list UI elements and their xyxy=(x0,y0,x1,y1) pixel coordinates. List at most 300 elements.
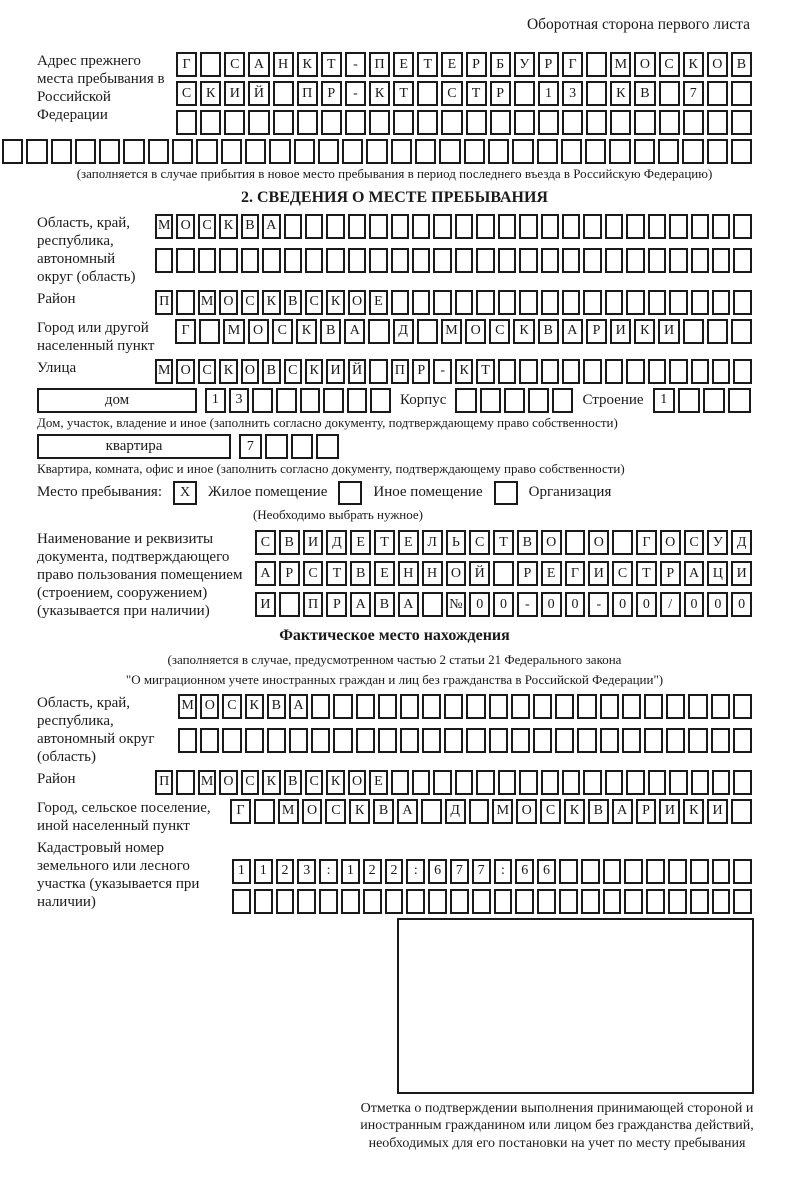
char-box[interactable]: В xyxy=(320,319,341,344)
char-box[interactable] xyxy=(537,889,556,914)
char-box[interactable]: О xyxy=(446,561,467,586)
char-box[interactable]: 6 xyxy=(537,859,556,884)
char-box[interactable] xyxy=(519,359,537,384)
char-box[interactable]: 7 xyxy=(239,434,262,459)
char-box[interactable]: : xyxy=(319,859,338,884)
char-box[interactable] xyxy=(356,694,375,719)
char-box[interactable] xyxy=(626,770,644,795)
char-box[interactable]: Й xyxy=(348,359,366,384)
char-box[interactable] xyxy=(176,248,194,273)
char-box[interactable] xyxy=(219,248,237,273)
char-box[interactable]: А xyxy=(262,214,280,239)
char-box[interactable]: Д xyxy=(445,799,466,824)
char-box[interactable] xyxy=(148,139,169,164)
char-box[interactable] xyxy=(648,248,666,273)
char-box[interactable] xyxy=(605,248,623,273)
char-box[interactable] xyxy=(284,214,302,239)
char-box[interactable]: Т xyxy=(326,561,347,586)
char-box[interactable]: О xyxy=(241,359,259,384)
char-box[interactable]: С xyxy=(241,290,259,315)
char-box[interactable] xyxy=(26,139,47,164)
char-box[interactable] xyxy=(267,728,286,753)
char-box[interactable]: С xyxy=(441,81,462,106)
char-box[interactable]: О xyxy=(634,52,655,77)
char-box[interactable]: О xyxy=(302,799,323,824)
char-box[interactable] xyxy=(385,889,404,914)
char-box[interactable]: О xyxy=(465,319,486,344)
char-box[interactable] xyxy=(690,859,709,884)
char-box[interactable] xyxy=(669,359,687,384)
char-box[interactable] xyxy=(300,388,321,413)
char-box[interactable]: П xyxy=(391,359,409,384)
char-box[interactable] xyxy=(622,694,641,719)
char-box[interactable]: К xyxy=(564,799,585,824)
char-box[interactable] xyxy=(99,139,120,164)
char-box[interactable] xyxy=(368,319,389,344)
checkbox-organization[interactable] xyxy=(494,481,518,505)
char-box[interactable] xyxy=(626,248,644,273)
char-box[interactable] xyxy=(691,214,709,239)
char-box[interactable]: С xyxy=(222,694,241,719)
char-box[interactable] xyxy=(703,388,725,413)
char-box[interactable]: К xyxy=(369,81,390,106)
char-box[interactable]: К xyxy=(513,319,534,344)
char-box[interactable] xyxy=(731,81,752,106)
char-box[interactable]: И xyxy=(224,81,245,106)
char-box[interactable] xyxy=(605,214,623,239)
char-box[interactable]: М xyxy=(155,214,173,239)
char-box[interactable] xyxy=(319,889,338,914)
char-box[interactable]: М xyxy=(178,694,197,719)
char-box[interactable] xyxy=(711,694,730,719)
char-box[interactable] xyxy=(400,694,419,719)
char-box[interactable] xyxy=(224,110,245,135)
char-box[interactable]: 7 xyxy=(683,81,704,106)
char-box[interactable]: Р xyxy=(586,319,607,344)
char-box[interactable] xyxy=(683,319,704,344)
char-box[interactable] xyxy=(731,110,752,135)
char-box[interactable] xyxy=(439,139,460,164)
char-box[interactable] xyxy=(480,388,501,413)
char-box[interactable]: Т xyxy=(476,359,494,384)
char-box[interactable] xyxy=(691,770,709,795)
char-box[interactable] xyxy=(273,81,294,106)
char-box[interactable] xyxy=(731,799,752,824)
char-box[interactable]: П xyxy=(369,52,390,77)
char-box[interactable]: О xyxy=(219,770,237,795)
char-box[interactable] xyxy=(393,110,414,135)
char-box[interactable] xyxy=(583,770,601,795)
char-box[interactable] xyxy=(555,728,574,753)
char-box[interactable] xyxy=(586,81,607,106)
char-box[interactable] xyxy=(444,728,463,753)
char-box[interactable] xyxy=(622,728,641,753)
char-box[interactable] xyxy=(707,139,728,164)
char-box[interactable] xyxy=(514,81,535,106)
char-box[interactable] xyxy=(245,139,266,164)
char-box[interactable] xyxy=(603,889,622,914)
char-box[interactable] xyxy=(683,110,704,135)
char-box[interactable]: С xyxy=(540,799,561,824)
char-box[interactable] xyxy=(577,728,596,753)
char-box[interactable]: Н xyxy=(398,561,419,586)
char-box[interactable] xyxy=(519,770,537,795)
char-box[interactable] xyxy=(562,359,580,384)
char-box[interactable]: : xyxy=(406,859,425,884)
char-box[interactable]: Р xyxy=(660,561,681,586)
char-box[interactable]: Е xyxy=(369,770,387,795)
char-box[interactable] xyxy=(678,388,700,413)
char-box[interactable] xyxy=(666,728,685,753)
char-box[interactable]: В xyxy=(350,561,371,586)
char-box[interactable] xyxy=(369,359,387,384)
char-box[interactable]: 0 xyxy=(612,592,633,617)
char-box[interactable]: Г xyxy=(565,561,586,586)
char-box[interactable] xyxy=(222,728,241,753)
char-box[interactable] xyxy=(326,248,344,273)
char-box[interactable] xyxy=(688,694,707,719)
char-box[interactable] xyxy=(391,139,412,164)
char-box[interactable]: П xyxy=(155,290,173,315)
char-box[interactable]: О xyxy=(348,770,366,795)
char-box[interactable]: М xyxy=(155,359,173,384)
char-box[interactable] xyxy=(417,81,438,106)
char-box[interactable]: Й xyxy=(248,81,269,106)
char-box[interactable]: Т xyxy=(393,81,414,106)
char-box[interactable]: Т xyxy=(636,561,657,586)
char-box[interactable] xyxy=(733,889,752,914)
char-box[interactable]: О xyxy=(176,359,194,384)
char-box[interactable]: О xyxy=(588,530,609,555)
char-box[interactable] xyxy=(369,248,387,273)
char-box[interactable] xyxy=(688,728,707,753)
char-box[interactable]: С xyxy=(305,290,323,315)
char-box[interactable] xyxy=(581,859,600,884)
char-box[interactable]: 1 xyxy=(341,859,360,884)
char-box[interactable]: Д xyxy=(326,530,347,555)
char-box[interactable] xyxy=(555,694,574,719)
char-box[interactable]: К xyxy=(634,319,655,344)
char-box[interactable] xyxy=(369,214,387,239)
char-box[interactable]: Д xyxy=(731,530,752,555)
char-box[interactable]: А xyxy=(684,561,705,586)
char-box[interactable] xyxy=(533,728,552,753)
char-box[interactable]: О xyxy=(660,530,681,555)
char-box[interactable]: У xyxy=(707,530,728,555)
char-box[interactable]: Р xyxy=(538,52,559,77)
char-box[interactable]: Т xyxy=(417,52,438,77)
char-box[interactable] xyxy=(464,139,485,164)
char-box[interactable]: Т xyxy=(374,530,395,555)
char-box[interactable] xyxy=(562,290,580,315)
char-box[interactable]: Н xyxy=(422,561,443,586)
char-box[interactable] xyxy=(412,248,430,273)
char-box[interactable] xyxy=(562,110,583,135)
char-box[interactable] xyxy=(433,248,451,273)
char-box[interactable] xyxy=(311,694,330,719)
char-box[interactable] xyxy=(666,694,685,719)
char-box[interactable]: И xyxy=(610,319,631,344)
char-box[interactable]: С xyxy=(272,319,293,344)
char-box[interactable]: С xyxy=(659,52,680,77)
char-box[interactable]: С xyxy=(284,359,302,384)
char-box[interactable]: В xyxy=(517,530,538,555)
char-box[interactable]: Л xyxy=(422,530,443,555)
char-box[interactable] xyxy=(252,388,273,413)
char-box[interactable] xyxy=(541,359,559,384)
char-box[interactable] xyxy=(291,434,314,459)
char-box[interactable] xyxy=(176,110,197,135)
char-box[interactable]: Н xyxy=(273,52,294,77)
char-box[interactable] xyxy=(707,319,728,344)
char-box[interactable] xyxy=(648,290,666,315)
char-box[interactable] xyxy=(265,434,288,459)
char-box[interactable]: Ц xyxy=(707,561,728,586)
char-box[interactable]: Р xyxy=(517,561,538,586)
char-box[interactable] xyxy=(610,110,631,135)
char-box[interactable] xyxy=(333,694,352,719)
char-box[interactable]: С xyxy=(489,319,510,344)
char-box[interactable] xyxy=(276,388,297,413)
char-box[interactable]: П xyxy=(155,770,173,795)
char-box[interactable]: 0 xyxy=(469,592,490,617)
char-box[interactable] xyxy=(199,319,220,344)
char-box[interactable]: И xyxy=(326,359,344,384)
char-box[interactable] xyxy=(519,290,537,315)
char-box[interactable] xyxy=(538,110,559,135)
char-box[interactable] xyxy=(512,139,533,164)
char-box[interactable] xyxy=(123,139,144,164)
char-box[interactable]: Г xyxy=(562,52,583,77)
char-box[interactable] xyxy=(669,290,687,315)
char-box[interactable]: В xyxy=(538,319,559,344)
char-box[interactable] xyxy=(682,139,703,164)
char-box[interactable] xyxy=(634,139,655,164)
char-box[interactable] xyxy=(668,859,687,884)
char-box[interactable]: С xyxy=(198,359,216,384)
char-box[interactable]: С xyxy=(325,799,346,824)
char-box[interactable] xyxy=(51,139,72,164)
char-box[interactable] xyxy=(626,290,644,315)
char-box[interactable] xyxy=(433,770,451,795)
char-box[interactable]: Е xyxy=(541,561,562,586)
char-box[interactable]: А xyxy=(612,799,633,824)
char-box[interactable] xyxy=(733,694,752,719)
char-box[interactable]: В xyxy=(262,359,280,384)
char-box[interactable] xyxy=(691,290,709,315)
char-box[interactable] xyxy=(472,889,491,914)
char-box[interactable] xyxy=(422,728,441,753)
char-box[interactable] xyxy=(297,889,316,914)
char-box[interactable] xyxy=(466,728,485,753)
char-box[interactable]: 1 xyxy=(254,859,273,884)
char-box[interactable]: К xyxy=(200,81,221,106)
char-box[interactable] xyxy=(321,110,342,135)
char-box[interactable]: И xyxy=(707,799,728,824)
char-box[interactable]: 0 xyxy=(636,592,657,617)
char-box[interactable] xyxy=(490,110,511,135)
char-box[interactable] xyxy=(600,694,619,719)
char-box[interactable]: О xyxy=(219,290,237,315)
char-box[interactable]: 0 xyxy=(707,592,728,617)
char-box[interactable] xyxy=(668,889,687,914)
char-box[interactable]: В xyxy=(634,81,655,106)
char-box[interactable] xyxy=(537,139,558,164)
char-box[interactable] xyxy=(585,139,606,164)
char-box[interactable]: 0 xyxy=(541,592,562,617)
char-box[interactable] xyxy=(711,728,730,753)
char-box[interactable]: 6 xyxy=(428,859,447,884)
char-box[interactable] xyxy=(200,728,219,753)
char-box[interactable]: А xyxy=(248,52,269,77)
char-box[interactable]: О xyxy=(348,290,366,315)
char-box[interactable] xyxy=(624,889,643,914)
char-box[interactable]: К xyxy=(349,799,370,824)
char-box[interactable] xyxy=(488,139,509,164)
char-box[interactable]: Г xyxy=(175,319,196,344)
char-box[interactable] xyxy=(733,290,751,315)
char-box[interactable] xyxy=(583,248,601,273)
char-box[interactable]: А xyxy=(344,319,365,344)
char-box[interactable] xyxy=(323,388,344,413)
char-box[interactable]: В xyxy=(588,799,609,824)
char-box[interactable]: - xyxy=(588,592,609,617)
char-box[interactable]: Е xyxy=(374,561,395,586)
char-box[interactable] xyxy=(348,248,366,273)
char-box[interactable] xyxy=(494,889,513,914)
char-box[interactable] xyxy=(577,694,596,719)
char-box[interactable]: П xyxy=(297,81,318,106)
char-box[interactable] xyxy=(200,52,221,77)
char-box[interactable] xyxy=(712,248,730,273)
char-box[interactable]: 1 xyxy=(653,388,675,413)
char-box[interactable]: В xyxy=(241,214,259,239)
char-box[interactable]: Р xyxy=(412,359,430,384)
char-box[interactable]: П xyxy=(303,592,324,617)
char-box[interactable]: Р xyxy=(636,799,657,824)
char-box[interactable] xyxy=(276,889,295,914)
char-box[interactable] xyxy=(200,110,221,135)
char-box[interactable] xyxy=(254,889,273,914)
char-box[interactable] xyxy=(728,388,750,413)
char-box[interactable] xyxy=(514,110,535,135)
char-box[interactable]: И xyxy=(658,319,679,344)
char-box[interactable]: К xyxy=(219,359,237,384)
char-box[interactable]: У xyxy=(514,52,535,77)
char-box[interactable]: И xyxy=(588,561,609,586)
char-box[interactable] xyxy=(603,859,622,884)
char-box[interactable]: С xyxy=(305,770,323,795)
char-box[interactable]: 6 xyxy=(515,859,534,884)
char-box[interactable] xyxy=(504,388,525,413)
char-box[interactable] xyxy=(450,889,469,914)
char-box[interactable] xyxy=(284,248,302,273)
char-box[interactable]: / xyxy=(660,592,681,617)
char-box[interactable]: 3 xyxy=(562,81,583,106)
char-box[interactable] xyxy=(586,110,607,135)
char-box[interactable] xyxy=(273,110,294,135)
char-box[interactable] xyxy=(669,770,687,795)
char-box[interactable]: О xyxy=(248,319,269,344)
char-box[interactable] xyxy=(254,799,275,824)
char-box[interactable] xyxy=(466,694,485,719)
char-box[interactable] xyxy=(455,248,473,273)
char-box[interactable] xyxy=(559,859,578,884)
char-box[interactable] xyxy=(659,81,680,106)
char-box[interactable] xyxy=(348,214,366,239)
char-box[interactable]: 0 xyxy=(684,592,705,617)
char-box[interactable] xyxy=(634,110,655,135)
char-box[interactable] xyxy=(455,214,473,239)
char-box[interactable] xyxy=(406,889,425,914)
char-box[interactable]: О xyxy=(541,530,562,555)
char-box[interactable]: Р xyxy=(321,81,342,106)
char-box[interactable]: М xyxy=(198,770,216,795)
char-box[interactable]: М xyxy=(278,799,299,824)
char-box[interactable]: Т xyxy=(493,530,514,555)
char-box[interactable] xyxy=(583,214,601,239)
char-box[interactable] xyxy=(378,728,397,753)
char-box[interactable]: С xyxy=(224,52,245,77)
char-box[interactable] xyxy=(562,770,580,795)
char-box[interactable] xyxy=(646,859,665,884)
char-box[interactable] xyxy=(305,214,323,239)
char-box[interactable] xyxy=(648,359,666,384)
char-box[interactable] xyxy=(316,434,339,459)
char-box[interactable]: С xyxy=(198,214,216,239)
char-box[interactable] xyxy=(422,694,441,719)
char-box[interactable]: 1 xyxy=(205,388,226,413)
char-box[interactable]: К xyxy=(219,214,237,239)
char-box[interactable] xyxy=(441,110,462,135)
char-box[interactable]: К xyxy=(305,359,323,384)
char-box[interactable] xyxy=(648,770,666,795)
char-box[interactable] xyxy=(528,388,549,413)
char-box[interactable]: Г xyxy=(230,799,251,824)
char-box[interactable] xyxy=(733,248,751,273)
char-box[interactable] xyxy=(444,694,463,719)
char-box[interactable] xyxy=(659,110,680,135)
char-box[interactable]: М xyxy=(198,290,216,315)
char-box[interactable] xyxy=(428,889,447,914)
checkbox-residential[interactable]: X xyxy=(173,481,197,505)
char-box[interactable]: Е xyxy=(350,530,371,555)
char-box[interactable]: Г xyxy=(176,52,197,77)
char-box[interactable]: В xyxy=(374,592,395,617)
char-box[interactable] xyxy=(731,139,752,164)
char-box[interactable]: К xyxy=(297,52,318,77)
char-box[interactable] xyxy=(559,889,578,914)
char-box[interactable]: 2 xyxy=(363,859,382,884)
char-box[interactable] xyxy=(172,139,193,164)
char-box[interactable] xyxy=(245,728,264,753)
char-box[interactable] xyxy=(624,859,643,884)
char-box[interactable] xyxy=(691,248,709,273)
char-box[interactable] xyxy=(733,770,751,795)
char-box[interactable] xyxy=(489,728,508,753)
char-box[interactable] xyxy=(669,248,687,273)
char-box[interactable]: О xyxy=(516,799,537,824)
char-box[interactable] xyxy=(311,728,330,753)
char-box[interactable] xyxy=(433,290,451,315)
char-box[interactable] xyxy=(391,290,409,315)
char-box[interactable]: К xyxy=(326,770,344,795)
char-box[interactable]: С xyxy=(684,530,705,555)
char-box[interactable]: - xyxy=(345,52,366,77)
char-box[interactable] xyxy=(605,359,623,384)
char-box[interactable]: С xyxy=(241,770,259,795)
char-box[interactable] xyxy=(476,290,494,315)
